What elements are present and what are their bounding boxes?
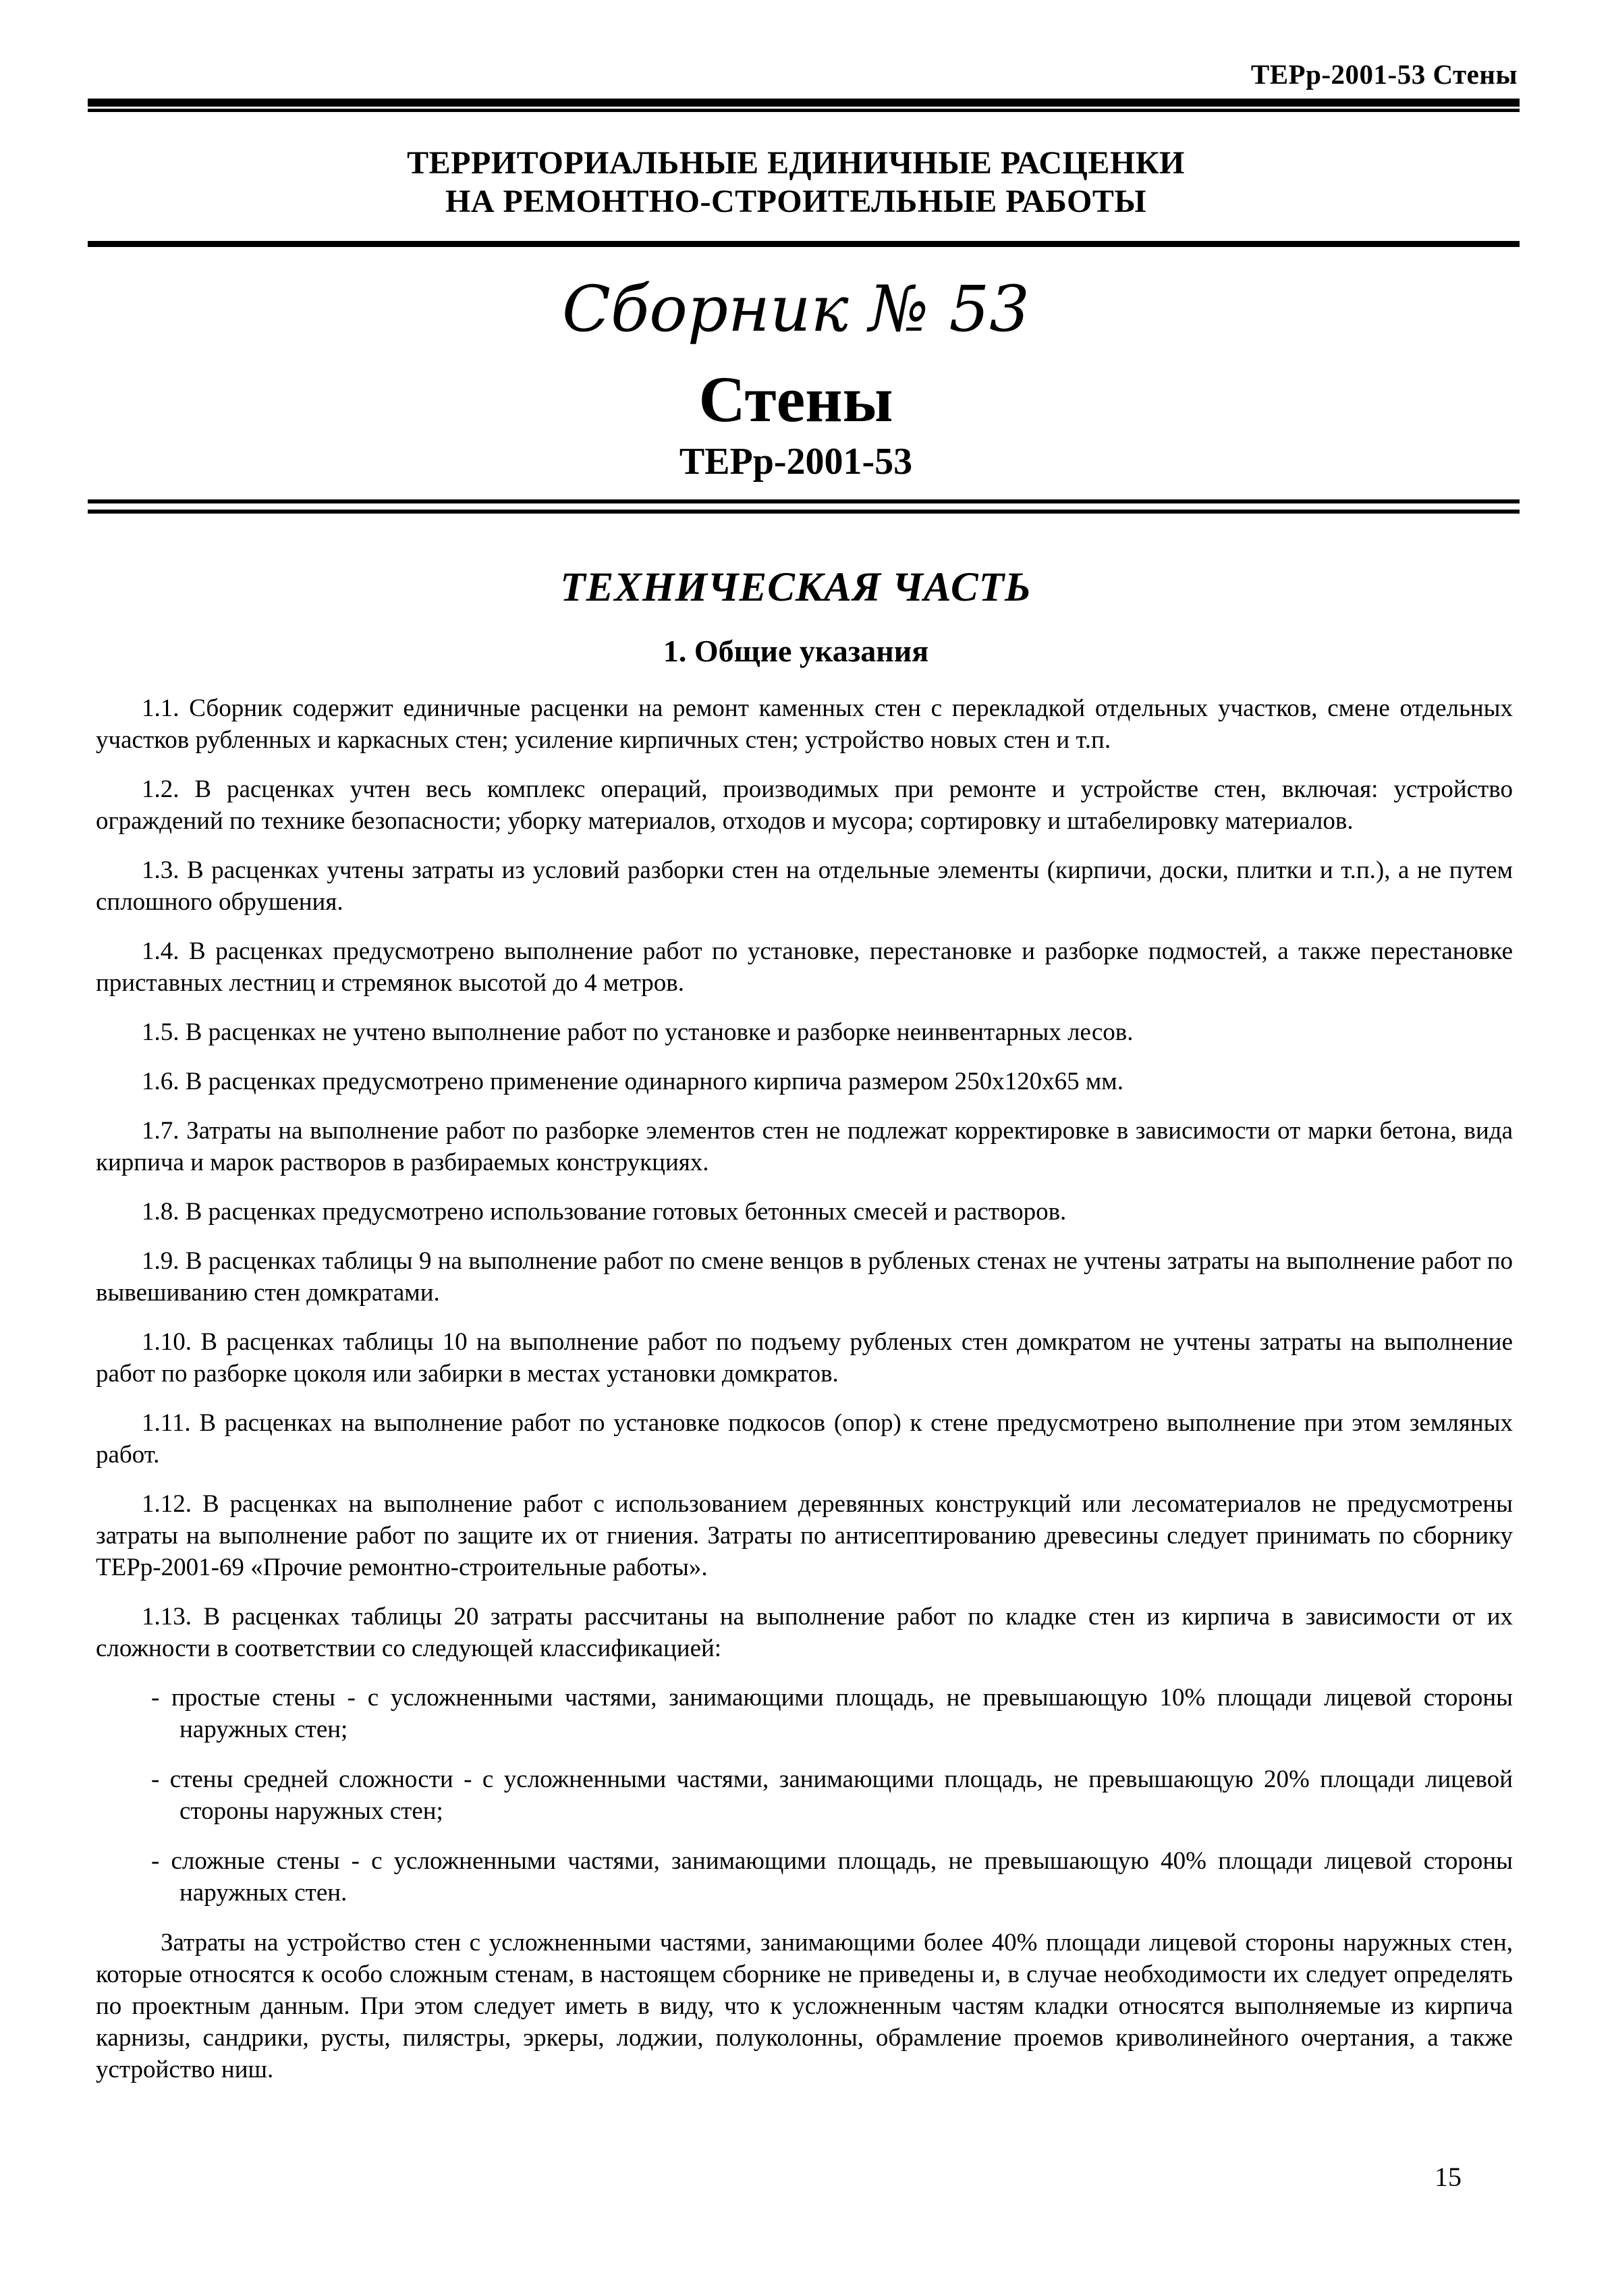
collection-title: Сборник № 53 [562,273,1030,346]
technical-part-heading: ТЕХНИЧЕСКАЯ ЧАСТЬ [560,565,1032,610]
body-paragraph: 1.11. В расценках на выполнение работ по установке подкосов (опор) к стене предусмотрено выполнение при этом земляных работ. [96,1409,1513,1469]
paragraph-list [96,692,1513,1664]
document-title [0,144,1592,221]
body-paragraph: 1.13. В расценках таблицы 20 затраты рассчитаны на выполнение работ по кладке стен из кирпича в зависимости от их сложности в соответствии со следующей классификацией: [96,1603,1513,1662]
title-rule [88,241,1520,247]
body-paragraph: 1.10. В расценках таблицы 10 на выполнение работ по подъему рубленых стен домкратом не учтены затраты на выполнение работ по разборке цоколя или забирки в местах установки домкратов. [96,1328,1513,1388]
document-title-line2: НА РЕМОНТНО-СТРОИТЕЛЬНЫЕ РАБОТЫ [445,184,1146,219]
closing-paragraph: Затраты на устройство стен с усложненными частями, занимающими более 40% площади лицевой стороны наружных стен, которые относятся к особо сложным стенам, в настоящем сборнике не приведены и, в случае необходимости их следует определять по проектным данным. При этом следует иметь в виду, что к усложненным частям кладки относятся выполняемые из кирпича карнизы, сандрики, русты, пилястры, эркеры, лоджии, полуколонны, обрамление проемов криволинейного очертания, а также устройство ниш. [96,1929,1513,2083]
top-rule-thin [88,109,1520,112]
section-rule-upper [88,499,1520,503]
body-paragraph: 1.3. В расценках учтены затраты из условий разборки стен на отдельные элементы (кирпичи, доски, плитки и т.п.), а не путем сплошного обрушения. [96,856,1513,916]
body-paragraph: 1.5. В расценках не учтено выполнение работ по установке и разборке неинвентарных лесов. [142,1018,1134,1046]
wall-classification-list [96,1682,1513,1909]
subject-title: Стены [698,363,893,435]
body-paragraph: 1.12. В расценках на выполнение работ с использованием деревянных конструкций или лесоматериалов не предусмотрены затраты на выполнение работ по защите их от гниения. Затраты по антисептированию древесины следует принимать по сборнику ТЕРр-2001-69 «Прочие ремонтно-строительные работы». [96,1490,1513,1581]
top-rule-thick [88,99,1520,107]
general-instructions-body [96,692,1513,2085]
section-rule-lower [88,510,1520,514]
classification-item: - сложные стены - с усложненными частями, занимающими площадь, не превышающую 40% площади лицевой стороны наружных стен. [151,1847,1513,1907]
code-title: ТЕРр-2001-53 [679,441,913,483]
body-paragraph: 1.4. В расценках предусмотрено выполнение работ по установке, перестановке и разборке подмостей, а также перестановке приставных лестниц и стремянок высотой до 4 метров. [96,937,1513,997]
body-paragraph: 1.8. В расценках предусмотрено использование готовых бетонных смесей и растворов. [142,1198,1067,1226]
page-number: 15 [1435,2162,1462,2192]
body-paragraph: 1.6. В расценках предусмотрено применение одинарного кирпича размером 250х120х65 мм. [142,1068,1123,1095]
body-paragraph: 1.1. Сборник содержит единичные расценки на ремонт каменных стен с перекладкой отдельных участков, смене отдельных участков рубленных и каркасных стен; усиление кирпичных стен; устройство новых стен и т.п. [96,694,1513,754]
running-header: ТЕРр-2001-53 Стены [1250,59,1518,90]
body-paragraph: 1.2. В расценках учтен весь комплекс операций, производимых при ремонте и устройстве стен, включая: устройство ограждений по технике безопасности; уборку материалов, отходов и мусора; сортировку и штабелировку материалов. [96,775,1513,835]
body-paragraph: 1.7. Затраты на выполнение работ по разборке элементов стен не подлежат корректировке в зависимости от марки бетона, вида кирпича и марок растворов в разбираемых конструкциях. [96,1117,1513,1176]
classification-item: - простые стены - с усложненными частями, занимающими площадь, не превышающую 10% площади лицевой стороны наружных стен; [151,1684,1513,1743]
classification-item: - стены средней сложности - с усложненными частями, занимающими площадь, не превышающую 20% площади лицевой стороны наружных стен; [151,1766,1513,1825]
general-instructions-heading: 1. Общие указания [663,634,929,668]
body-paragraph: 1.9. В расценках таблицы 9 на выполнение работ по смене венцов в рубленых стенах не учтены затраты на выполнение работ по вывешиванию стен домкратами. [96,1247,1513,1307]
document-title-line1: ТЕРРИТОРИАЛЬНЫЕ ЕДИНИЧНЫЕ РАСЦЕНКИ [407,145,1185,181]
